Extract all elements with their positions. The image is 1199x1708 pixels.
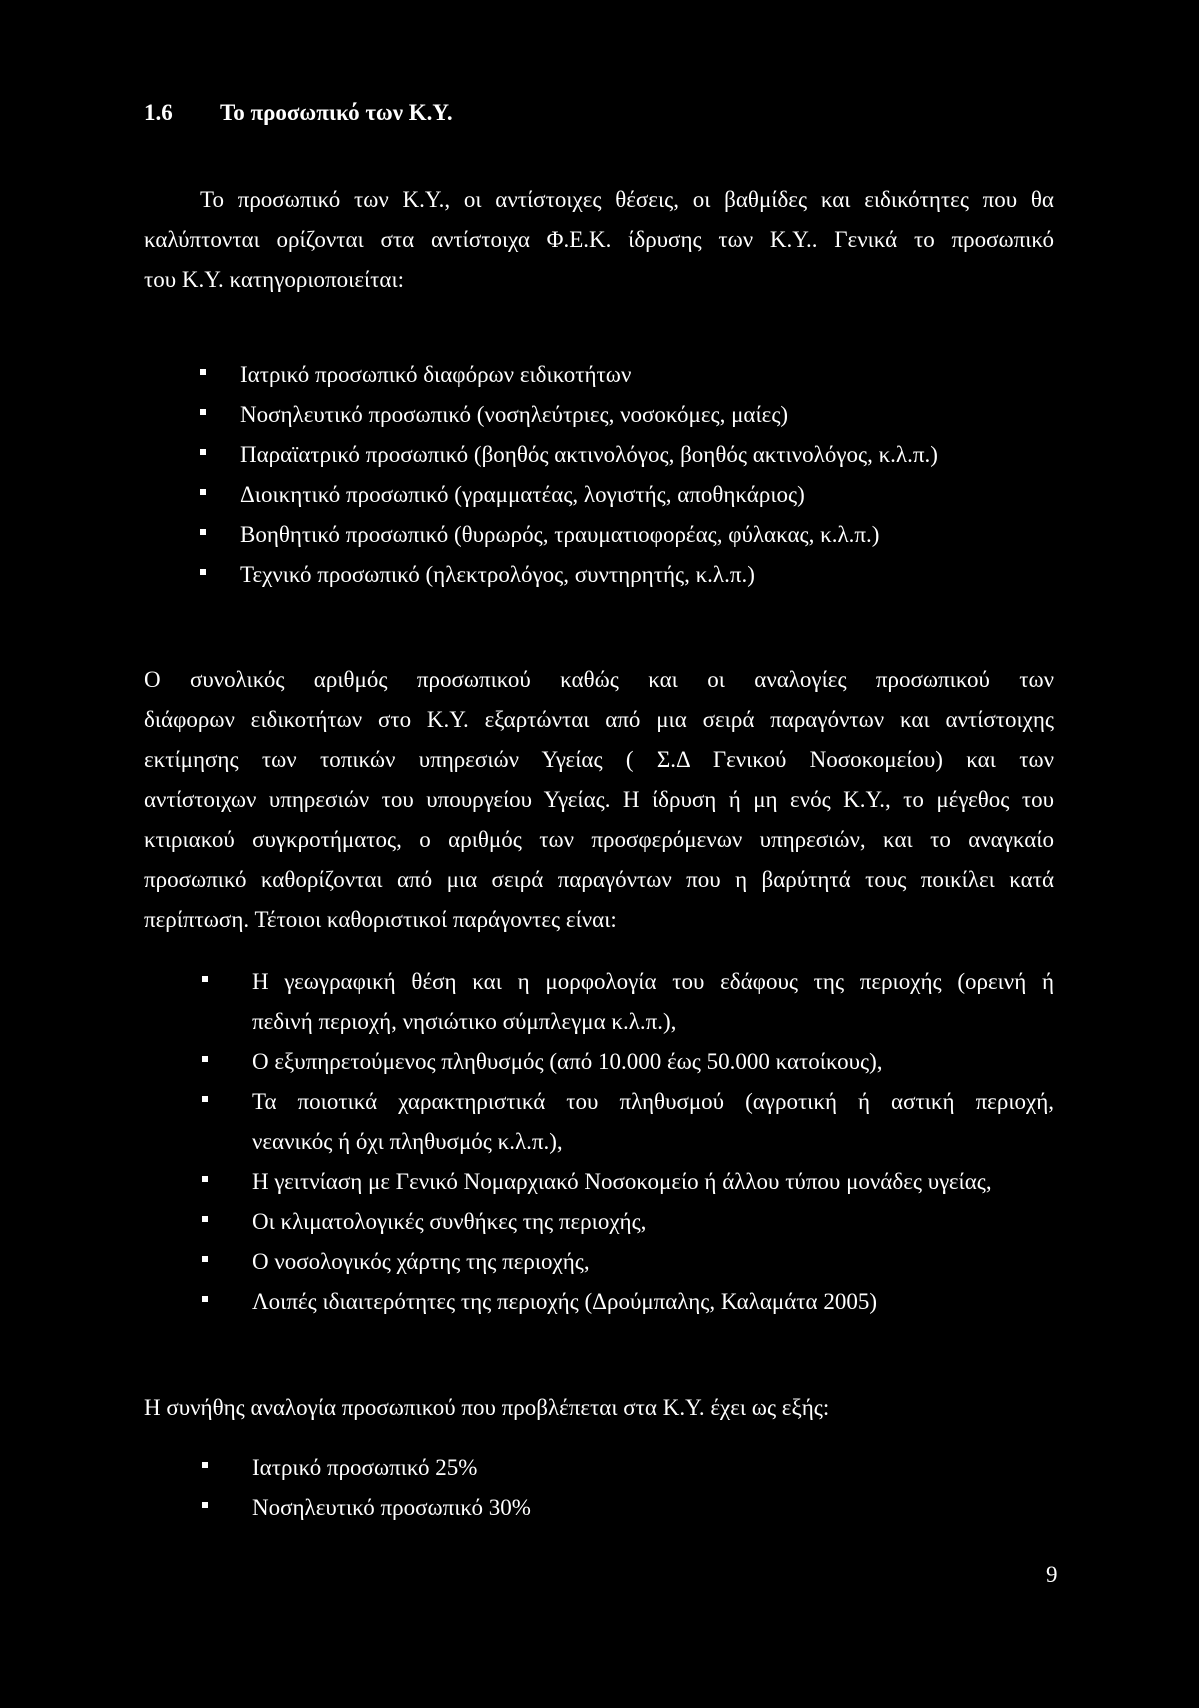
list-item-text: Η γεωγραφική θέση και η μορφολογία του εδάφους της περιοχής (ορεινή ή — [252, 969, 1054, 994]
square-bullet-icon — [202, 1176, 208, 1182]
square-bullet-icon — [202, 1096, 208, 1102]
square-bullet-icon — [200, 529, 206, 535]
list-item — [240, 435, 938, 475]
body-line: Ο συνολικός αριθμός προσωπικού καθώς και οι αναλογίες προσωπικού των — [144, 667, 1054, 692]
body-line: διάφορων ειδικοτήτων στο Κ.Υ. εξαρτώνται από μια σειρά παραγόντων και αντίστοιχης — [144, 707, 1054, 732]
body-line: περίπτωση. Τέτοιοι καθοριστικοί παράγοντες είναι: — [144, 907, 617, 932]
list-item — [252, 1488, 531, 1528]
list-item-text: Ιατρικό προσωπικό διαφόρων ειδικοτήτων — [240, 362, 632, 387]
body-line: αντίστοιχων υπηρεσιών του υπουργείου Υγείας. Η ίδρυση ή μη ενός Κ.Υ., το μέγεθος του — [144, 787, 1054, 812]
body-line: προσωπικό καθορίζονται από μια σειρά παραγόντων που η βαρύτητά τους ποικίλει κατά — [144, 867, 1054, 892]
body-line: εκτίμησης των τοπικών υπηρεσιών Υγείας ( Σ.Δ Γενικού Νοσοκομείου) και των — [144, 747, 1054, 772]
body-line: κτιριακού συγκροτήματος, ο αριθμός των προσφερόμενων υπηρεσιών, και το αναγκαίο — [144, 827, 1054, 852]
list-item-text: Ο νοσολογικός χάρτης της περιοχής, — [252, 1249, 590, 1274]
list-item — [252, 1202, 1054, 1242]
list-item-text: Νοσηλευτικό προσωπικό (νοσηλεύτριες, νοσοκόμες, μαίες) — [240, 402, 789, 427]
list-item — [240, 555, 938, 595]
list-item — [240, 475, 938, 515]
list-item — [240, 395, 938, 435]
list-item-text: Παραϊατρικό προσωπικό (βοηθός ακτινολόγος, βοηθός ακτινολόγος, κ.λ.π.) — [240, 442, 938, 467]
list-item — [252, 1162, 1054, 1202]
intro-line: καλύπτονται ορίζονται στα αντίστοιχα Φ.Ε.Κ. ίδρυσης των Κ.Υ.. Γενικά το προσωπικό — [144, 227, 1054, 252]
square-bullet-icon — [202, 1296, 208, 1302]
list-item-text: Βοηθητικό προσωπικό (θυρωρός, τραυματιοφορέας, φύλακας, κ.λ.π.) — [240, 522, 880, 547]
square-bullet-icon — [202, 1216, 208, 1222]
list-item — [252, 1448, 531, 1488]
factors-list — [252, 962, 1054, 1322]
list-item-text: Νοσηλευτικό προσωπικό 30% — [252, 1495, 531, 1520]
list-item-text: πεδινή περιοχή, νησιώτικο σύμπλεγμα κ.λ.π.), — [252, 1009, 677, 1034]
square-bullet-icon — [202, 1462, 208, 1468]
list-item-text: νεανικός ή όχι πληθυσμός κ.λ.π.), — [252, 1129, 563, 1154]
body-paragraph — [144, 660, 1054, 940]
staff-categories-list — [240, 355, 938, 595]
intro-line: Το προσωπικό των Κ.Υ., οι αντίστοιχες θέσεις, οι βαθμίδες και ειδικότητες που θα — [200, 187, 1054, 212]
square-bullet-icon — [200, 569, 206, 575]
square-bullet-icon — [202, 1256, 208, 1262]
square-bullet-icon — [202, 1056, 208, 1062]
list-item-text: Ο εξυπηρετούμενος πληθυσμός (από 10.000 έως 50.000 κατοίκους), — [252, 1049, 883, 1074]
square-bullet-icon — [200, 449, 206, 455]
page-number: 9 — [1046, 1562, 1058, 1587]
square-bullet-icon — [200, 369, 206, 375]
ratio-intro-line: Η συνήθης αναλογία προσωπικού που προβλέπεται στα Κ.Υ. έχει ως εξής: — [144, 1395, 830, 1420]
section-heading — [144, 100, 453, 126]
list-item — [240, 355, 938, 395]
ratio-intro — [144, 1388, 1054, 1428]
list-item-text: Η γειτνίαση με Γενικό Νομαρχιακό Νοσοκομείο ή άλλου τύπου μονάδες υγείας, — [252, 1169, 992, 1194]
section-number: 1.6 — [144, 100, 173, 125]
list-item — [252, 1082, 1054, 1162]
square-bullet-icon — [200, 489, 206, 495]
section-title: Το προσωπικό των Κ.Υ. — [220, 100, 453, 125]
list-item — [240, 515, 938, 555]
list-item — [252, 1282, 1054, 1322]
list-item-text: Διοικητικό προσωπικό (γραμματέας, λογιστής, αποθηκάριος) — [240, 482, 805, 507]
square-bullet-icon — [202, 1502, 208, 1508]
list-item — [252, 1242, 1054, 1282]
ratio-list — [252, 1448, 531, 1528]
square-bullet-icon — [202, 976, 208, 982]
list-item-text: Ιατρικό προσωπικό 25% — [252, 1455, 478, 1480]
intro-paragraph — [144, 180, 1054, 300]
list-item-text: Τα ποιοτικά χαρακτηριστικά του πληθυσμού (αγροτική ή αστική περιοχή, — [252, 1089, 1054, 1114]
list-item — [252, 962, 1054, 1042]
list-item — [252, 1042, 1054, 1082]
list-item-text: Οι κλιματολογικές συνθήκες της περιοχής, — [252, 1209, 647, 1234]
list-item-text: Τεχνικό προσωπικό (ηλεκτρολόγος, συντηρητής, κ.λ.π.) — [240, 562, 755, 587]
square-bullet-icon — [200, 409, 206, 415]
list-item-text: Λοιπές ιδιαιτερότητες της περιοχής (Δρούμπαλης, Καλαμάτα 2005) — [252, 1289, 877, 1314]
intro-line: του Κ.Υ. κατηγοριοποιείται: — [144, 267, 405, 292]
